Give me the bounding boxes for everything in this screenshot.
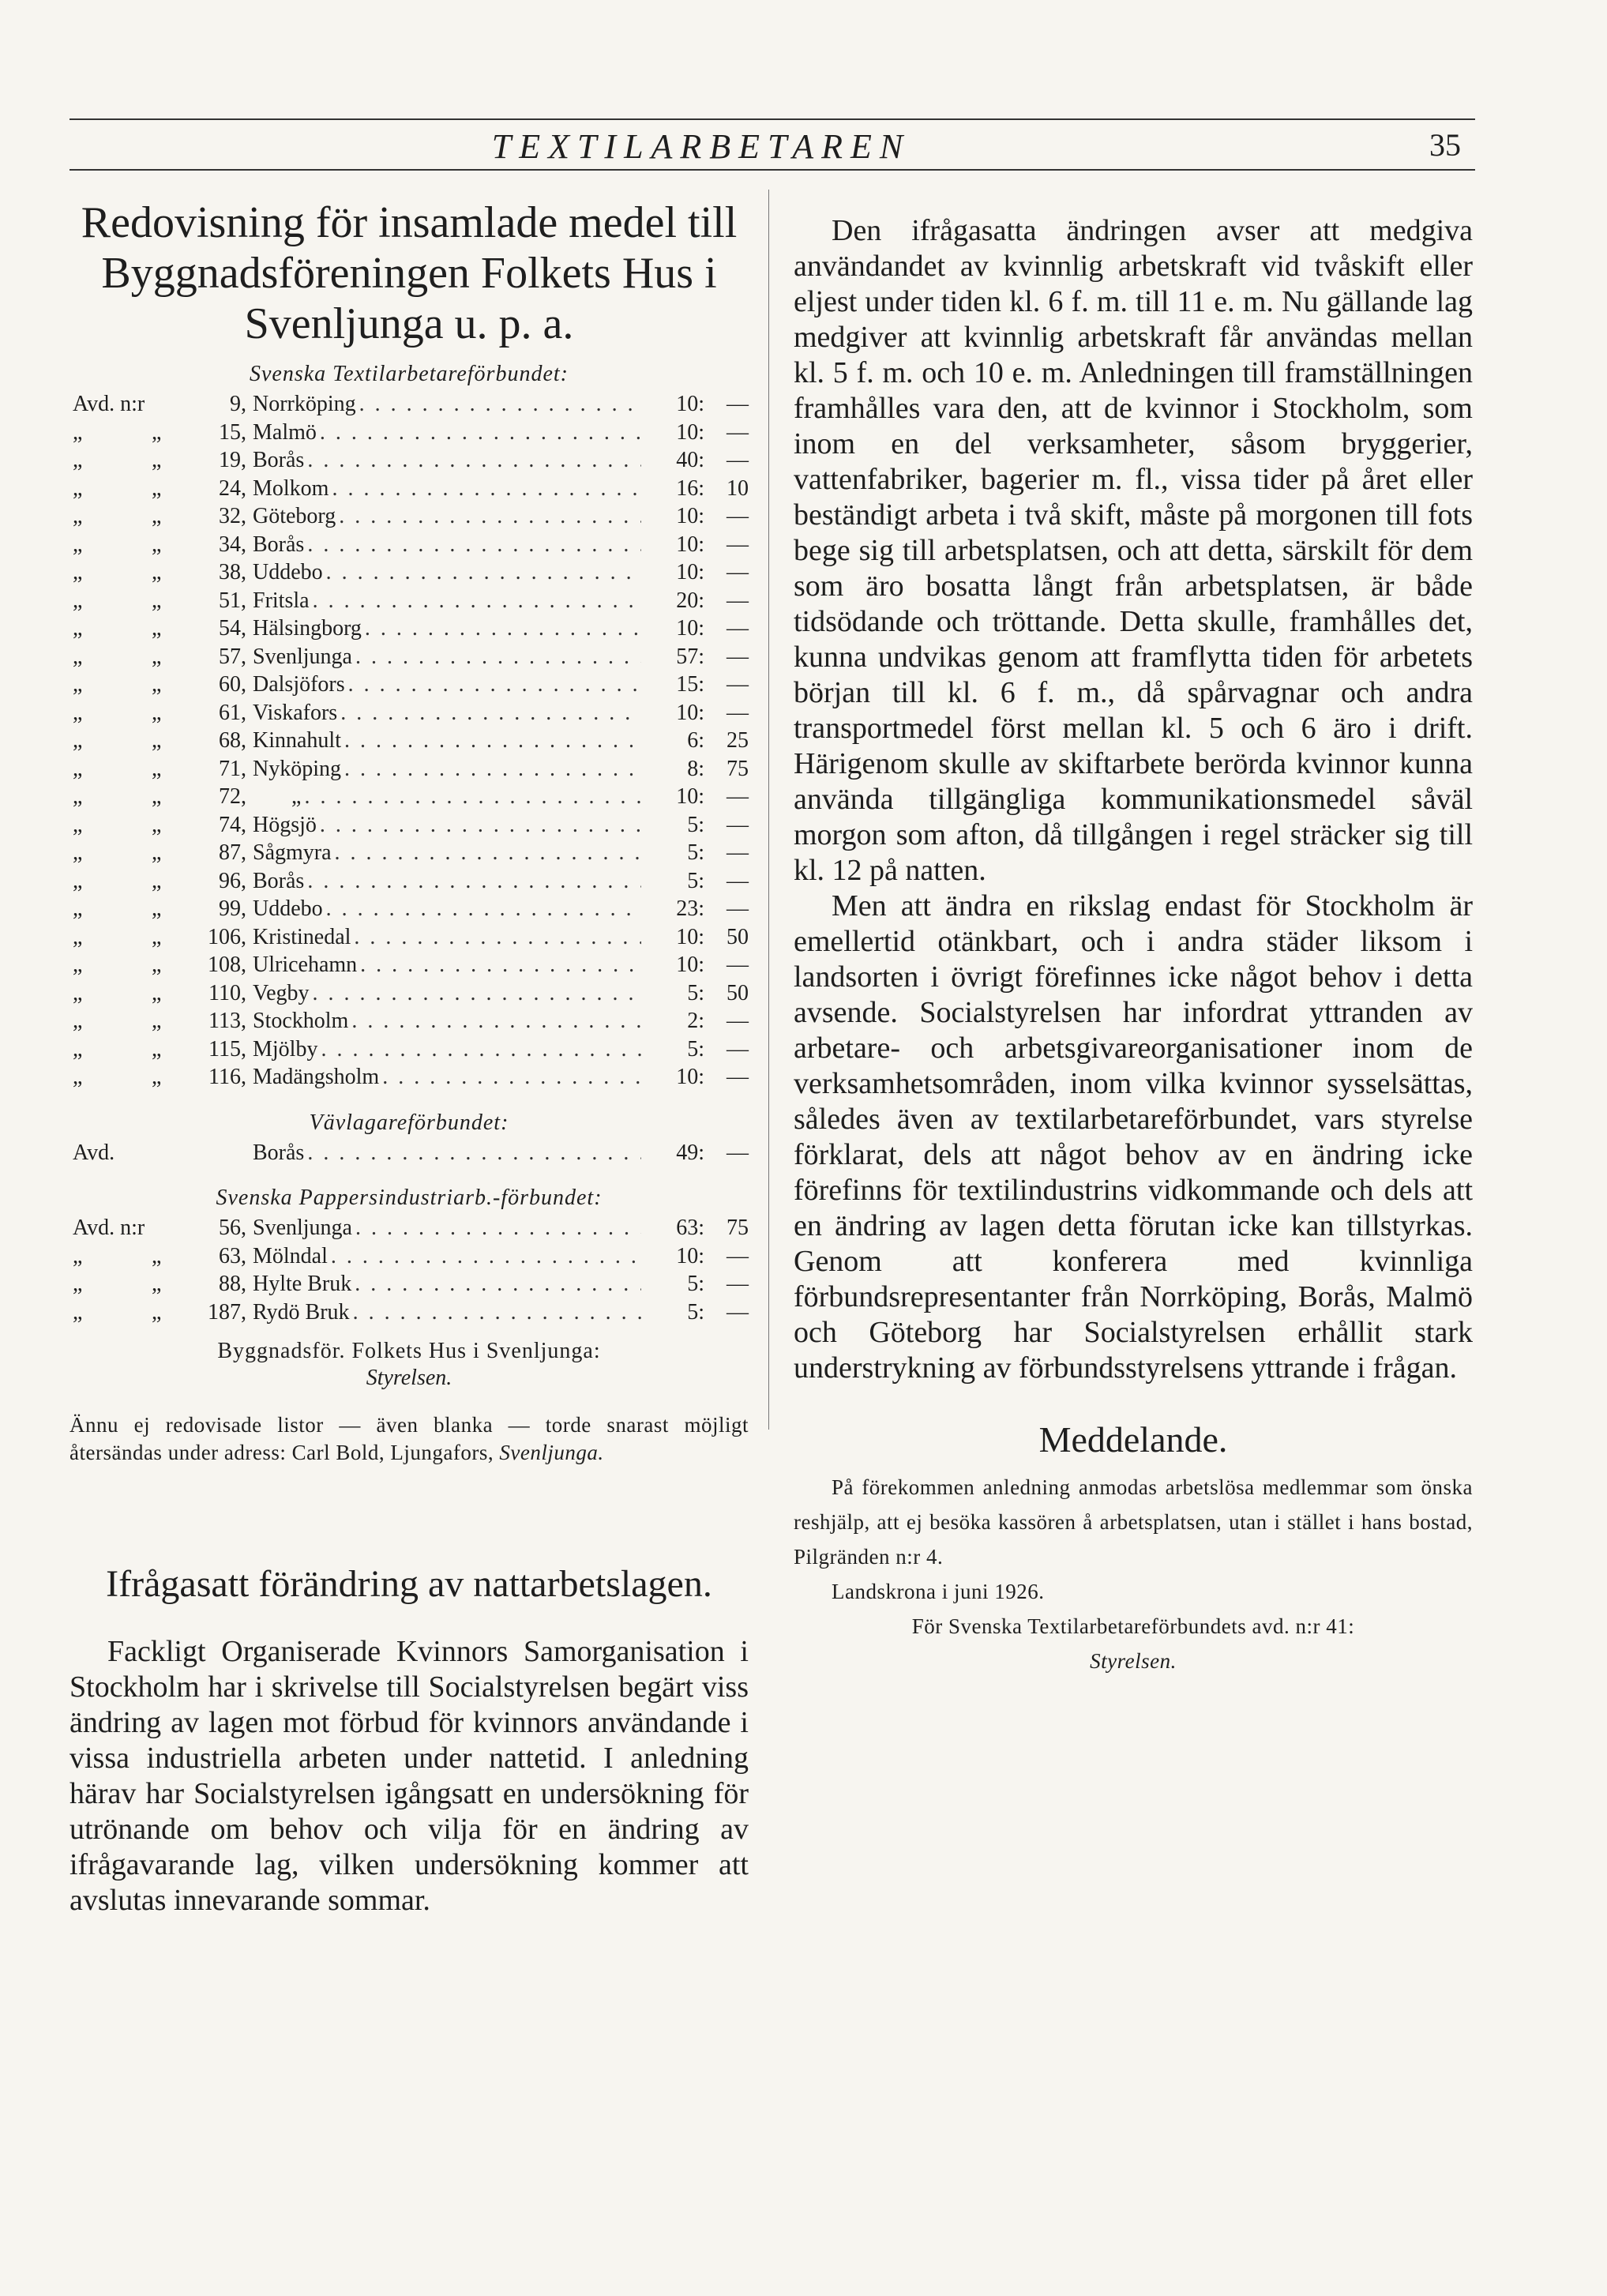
amount-kronor: 5: [687, 980, 704, 1005]
article2-body-right [794, 213, 1473, 1386]
donation-row [69, 1216, 749, 1244]
amount-ore: 10 [727, 475, 749, 501]
avd-number: 187, [208, 1299, 246, 1325]
avd-label: „ [73, 896, 83, 921]
article2-paragraph-3: Men att ändra en rikslag endast för Stockholm är emellertid otänkbart, och i andra städer liksom i landsorten i övrigt förefinnes icke något behov i detta avsende. Socialstyrelsen har infordrat yttranden av arbetare- och arbetsgivareorganisationer inom de verksamhetsområden, inom vilka kvinnor sysselsättas, således även av textilarbetareförbundet, vars styrelse förklarat, dels att något behov av en ändring icke förefinns för textilindustrins vidkommande och dels att en ändring av lagen detta förutan icke kan tillstyrkas. Genom att konferera med kvinnliga förbundsrepresentanter från Norrköping, Borås, Malmö och Göteborg har Socialstyrelsen erhållit stark understrykning av förbundsstyrelsens yttrande i frågan. [794, 889, 1473, 1385]
donation-row [69, 953, 749, 981]
ditto-mark: „ [152, 1243, 162, 1268]
amount-kronor: 10: [676, 924, 704, 949]
avd-label: „ [73, 475, 83, 501]
amount-ore: — [727, 840, 749, 865]
amount-ore: — [727, 896, 749, 921]
amount-kronor: 20: [676, 588, 704, 613]
place-name: Borås [253, 868, 305, 893]
dot-leader [326, 560, 641, 585]
avd-number: 63, [219, 1243, 246, 1268]
article3-text: På förekommen anledning anmodas arbetslösa medlemmar som önska reshjälp, att ej besöka kassören å arbetsplatsen, utan i stället i hans bostad, Pilgränden n:r 4. [794, 1475, 1473, 1569]
place-name: Borås [253, 448, 305, 472]
amount-kronor: 5: [687, 812, 704, 837]
article1-signature-role: Styrelsen. [366, 1366, 452, 1390]
amount-kronor: 16: [676, 475, 704, 501]
column-divider [768, 190, 769, 1430]
amount-ore: — [727, 953, 749, 977]
donation-row [69, 1244, 749, 1272]
avd-number: 24, [219, 475, 246, 501]
place-name: Uddebo [253, 560, 323, 584]
amount-ore: — [727, 392, 749, 416]
place-name-cell [253, 981, 644, 1006]
donation-row [69, 1037, 749, 1065]
ditto-mark: „ [152, 504, 162, 528]
place-name: Viskafors [253, 700, 338, 725]
place-name: Norrköping [253, 392, 356, 416]
amount-ore: — [727, 644, 749, 669]
dot-leader [332, 476, 641, 502]
place-name-cell [253, 672, 644, 697]
avd-number: 32, [219, 504, 246, 528]
dot-leader [307, 532, 641, 558]
article1-note [69, 1411, 749, 1467]
amount-ore: — [727, 1243, 749, 1268]
amount-ore: — [727, 700, 749, 725]
place-name: Nyköping [253, 756, 341, 781]
place-name: Stockholm [253, 1009, 349, 1033]
place-name-cell [253, 616, 644, 641]
avd-number: 115, [208, 1036, 246, 1062]
place-name-cell [253, 392, 644, 417]
amount-kronor: 5: [687, 840, 704, 865]
avd-label: „ [73, 560, 83, 584]
dot-leader [382, 1065, 641, 1090]
place-name: Dalsjöfors [253, 672, 345, 697]
amount-ore: — [727, 1065, 749, 1089]
place-name: Uddebo [253, 896, 323, 921]
avd-number: 87, [219, 840, 246, 865]
avd-number: 96, [219, 868, 246, 893]
place-name-cell [253, 925, 644, 950]
ditto-mark: „ [152, 448, 162, 472]
ditto-mark: „ [152, 924, 162, 949]
avd-number: 71, [219, 756, 246, 781]
avd-number: 38, [219, 560, 246, 584]
amount-ore: — [727, 448, 749, 472]
place-name-cell [253, 1065, 644, 1090]
ditto-mark: „ [152, 812, 162, 837]
article2-paragraph-1: Fackligt Organiserade Kvinnors Samorganisation i Stockholm har i skrivelse till Socialstyrelsen begärt viss ändring av lagen mot förbud för kvinnors användande i vissa industriella arbeten under nattetid. I anledning härav har Socialstyrelsen igångsatt en undersökning för utrönande om behov och vilja för en ändring av ifrågavarande lag, vilken undersökning kommer att avslutas innevarande sommar. [69, 1635, 749, 1917]
place-name: Hälsingborg [253, 616, 362, 641]
place-name-cell [253, 532, 644, 558]
amount-kronor: 49: [676, 1140, 704, 1165]
place-name: Mjölby [253, 1036, 318, 1062]
dot-leader [307, 1140, 641, 1166]
donation-row [69, 560, 749, 588]
amount-ore: 75 [727, 1216, 749, 1240]
amount-ore: — [727, 1299, 749, 1325]
amount-ore: 50 [727, 980, 749, 1005]
amount-ore: — [727, 532, 749, 557]
article3-signature-role: Styrelsen. [1090, 1649, 1177, 1673]
amount-ore: — [727, 1036, 749, 1062]
note-text: Ännu ej redovisade listor — även blanka — torde snarast möjligt återsändas under adress: Carl Bold, Ljungafors, [69, 1413, 749, 1464]
dot-leader [353, 1300, 641, 1325]
section2-heading: Vävlagareförbundet: [309, 1110, 509, 1135]
dot-leader [340, 701, 641, 726]
avd-label: „ [73, 924, 83, 949]
donation-row [69, 672, 749, 701]
donation-row [69, 869, 749, 897]
dot-leader [365, 616, 641, 641]
avd-number: 57, [219, 644, 246, 669]
amount-kronor: 10: [676, 700, 704, 725]
avd-label: „ [73, 644, 83, 669]
place-name-cell [253, 560, 644, 585]
avd-label: „ [73, 1009, 83, 1033]
avd-number: 15, [219, 419, 246, 445]
avd-label: „ [73, 756, 83, 781]
amount-kronor: 23: [676, 896, 704, 921]
donation-list-papper [69, 1216, 749, 1328]
avd-label: „ [73, 700, 83, 725]
amount-kronor: 5: [687, 1036, 704, 1062]
amount-ore: — [727, 1009, 749, 1033]
place-name-cell [253, 1037, 644, 1062]
avd-label: „ [73, 532, 83, 557]
place-name-cell [253, 588, 644, 614]
donation-row [69, 420, 749, 449]
amount-kronor: 5: [687, 868, 704, 893]
avd-number: 68, [219, 728, 246, 753]
avd-number: 99, [219, 896, 246, 921]
donation-row [69, 616, 749, 644]
donation-row [69, 1140, 749, 1169]
amount-ore: — [727, 812, 749, 837]
dot-leader [321, 1037, 641, 1062]
place-name: Högsjö [253, 812, 317, 837]
donation-row [69, 476, 749, 505]
ditto-mark: „ [152, 672, 162, 697]
avd-number: 61, [219, 700, 246, 725]
dot-leader [335, 840, 641, 866]
ditto-mark: „ [152, 756, 162, 781]
donation-row [69, 784, 749, 813]
amount-kronor: 10: [676, 560, 704, 584]
place-name-cell [253, 701, 644, 726]
place-name: Molkom [253, 475, 329, 501]
ditto-mark: „ [152, 868, 162, 893]
place-name: Hylte Bruk [253, 1272, 352, 1296]
amount-kronor: 63: [676, 1216, 704, 1240]
amount-kronor: 10: [676, 616, 704, 641]
donation-row [69, 757, 749, 785]
donation-row [69, 813, 749, 841]
donation-row [69, 392, 749, 420]
ditto-mark: „ [152, 560, 162, 584]
dot-leader [313, 588, 641, 614]
dot-leader [351, 1009, 641, 1034]
donation-row [69, 1272, 749, 1300]
place-name-cell [253, 813, 644, 838]
place-name-cell [253, 784, 644, 810]
ditto-mark: „ [152, 1272, 162, 1296]
donation-row [69, 896, 749, 925]
avd-number: 108, [208, 953, 246, 977]
avd-number: 51, [219, 588, 246, 613]
avd-label: „ [73, 419, 83, 445]
article2-paragraph-2: Den ifrågasatta ändringen avser att medgiva användandet av kvinnlig arbetskraft vid tvåskift eller eljest under tiden kl. 6 f. m. till 11 e. m. Nu gällande lag medgiver att kvinnlig arbetskraft får användas mellan kl. 5 f. m. och 10 e. m. Anledningen till framställningen framhålles vara den, att de kvinnor i Stockholm, som inom en del verksamheter, såsom bryggerier, vattenfabriker, bagerier m. fl., vissa tider på året eller beständigt arbeta i två skift, måste på morgonen till fots bege sig till arbetsplatsen, och att detta, särskilt för dem som äro bosatta långt från arbetsplatsen, är både tidsödande och tröttande. Detta skulle, framhålles det, kunna undvikas genom att framflytta tiden för arbetets början till kl. 6 f. m., då spårvagnar och andra transportmedel först mellan kl. 5 och 6 äro i drift. Härigenom skulle av skiftarbete berörda kvinnor kunna använda tillgängliga kommunikationsmedel såväl morgon som afton, då tillgången i regel sträcker sig till kl. 12 på natten. [794, 214, 1473, 887]
amount-ore: — [727, 1272, 749, 1296]
avd-label: „ [73, 1065, 83, 1089]
ditto-mark: „ [152, 588, 162, 613]
place-name-cell [253, 504, 644, 529]
place-name: Kristinedal [253, 924, 351, 949]
amount-ore: — [727, 560, 749, 584]
place-name: Ulricehamn [253, 953, 358, 977]
avd-number: 72, [219, 784, 246, 809]
dot-leader [339, 504, 641, 529]
dot-leader [307, 869, 641, 894]
dot-leader [344, 728, 641, 753]
avd-label: „ [73, 504, 83, 528]
place-name-cell [253, 448, 644, 473]
avd-number: 34, [219, 532, 246, 557]
amount-kronor: 15: [676, 672, 704, 697]
place-name-cell [253, 1244, 644, 1269]
amount-kronor: 10: [676, 1243, 704, 1268]
amount-kronor: 2: [687, 1009, 704, 1033]
avd-number: 110, [208, 980, 246, 1005]
dot-leader [355, 1272, 641, 1297]
section1-heading: Svenska Textilarbetareförbundet: [250, 362, 569, 386]
amount-ore: — [727, 1140, 749, 1165]
avd-number: 56, [219, 1216, 246, 1240]
donation-list-textil [69, 392, 749, 1093]
article1-signature: Byggnadsför. Folkets Hus i Svenljunga: [217, 1339, 601, 1363]
place-name-cell [253, 644, 644, 670]
left-column [69, 197, 749, 1918]
place-name-cell [253, 896, 644, 922]
ditto-mark: „ [152, 728, 162, 753]
place-name: Svenljunga [253, 644, 352, 669]
dot-leader [355, 644, 641, 670]
avd-label: „ [73, 784, 83, 809]
donation-row [69, 448, 749, 476]
avd-label: „ [73, 1243, 83, 1268]
place-name-cell [253, 1140, 644, 1166]
header-rule-bottom [69, 169, 1475, 171]
dot-leader [313, 981, 641, 1006]
avd-label: Avd. n:r [73, 392, 145, 416]
ditto-mark: „ [152, 1036, 162, 1062]
amount-kronor: 10: [676, 1065, 704, 1089]
avd-label: Avd. [73, 1140, 115, 1165]
ditto-mark: „ [152, 700, 162, 725]
amount-ore: 50 [727, 924, 749, 949]
article3-body [794, 1470, 1473, 1678]
place-name-cell [253, 476, 644, 502]
donation-row [69, 728, 749, 757]
avd-number: 88, [219, 1272, 246, 1296]
header-rule-top [69, 118, 1475, 120]
avd-number: 60, [219, 672, 246, 697]
avd-number: 106, [208, 924, 246, 949]
amount-kronor: 57: [676, 644, 704, 669]
donation-row [69, 532, 749, 561]
right-column [794, 197, 1473, 1678]
place-name: Mölndal [253, 1243, 328, 1268]
avd-number: 9, [230, 392, 246, 416]
place-name-cell [253, 1272, 644, 1297]
donation-row [69, 701, 749, 729]
place-name: Rydö Bruk [253, 1299, 350, 1325]
amount-kronor: 10: [676, 419, 704, 445]
dot-leader [348, 672, 641, 697]
amount-ore: — [727, 784, 749, 809]
donation-row [69, 644, 749, 673]
amount-kronor: 8: [687, 756, 704, 781]
avd-label: „ [73, 1272, 83, 1296]
article3-signed-by: För Svenska Textilarbetareförbundets avd. n:r 41: [911, 1614, 1355, 1638]
donation-row [69, 925, 749, 953]
avd-label: „ [73, 588, 83, 613]
place-name: Vegby [253, 980, 310, 1005]
ditto-mark: „ [152, 475, 162, 501]
avd-label: „ [73, 448, 83, 472]
journal-title: TEXTILARBETAREN [491, 127, 911, 166]
dot-leader [304, 784, 641, 810]
place-name-cell [253, 1009, 644, 1034]
avd-label: „ [73, 868, 83, 893]
donation-row [69, 1300, 749, 1328]
place-name-cell [253, 757, 644, 782]
ditto-mark: „ [152, 1009, 162, 1033]
donation-row [69, 840, 749, 869]
dot-leader [355, 1216, 641, 1241]
avd-label: „ [73, 812, 83, 837]
ditto-mark: „ [152, 840, 162, 865]
donation-row [69, 588, 749, 617]
place-name: Madängsholm [253, 1065, 380, 1089]
article2-title: Ifrågasatt förändring av nattarbetslagen. [106, 1563, 712, 1605]
ditto-mark: „ [152, 1299, 162, 1325]
dot-leader [320, 420, 641, 445]
avd-label: „ [73, 953, 83, 977]
amount-kronor: 5: [687, 1272, 704, 1296]
place-name-cell [253, 953, 644, 978]
article2-body-left [69, 1634, 749, 1918]
dot-leader [331, 1244, 641, 1269]
place-name-cell [253, 1216, 644, 1241]
place-name: Sågmyra [253, 840, 332, 865]
avd-number: 19, [219, 448, 246, 472]
article3-place-date: Landskrona i juni 1926. [832, 1580, 1045, 1603]
place-name-cell [253, 420, 644, 445]
amount-ore: 25 [727, 728, 749, 753]
amount-ore: — [727, 672, 749, 697]
place-name-cell [253, 869, 644, 894]
ditto-mark: „ [152, 419, 162, 445]
place-name-cell [253, 1300, 644, 1325]
amount-ore: — [727, 588, 749, 613]
ditto-mark: „ [152, 532, 162, 557]
avd-number: 113, [208, 1009, 246, 1033]
dot-leader [326, 896, 641, 922]
amount-ore: — [727, 419, 749, 445]
amount-kronor: 10: [676, 532, 704, 557]
dot-leader [320, 813, 641, 838]
ditto-mark: „ [152, 644, 162, 669]
dot-leader [359, 392, 641, 417]
place-name: Malmö [253, 419, 317, 445]
donation-list-vavlagare [69, 1140, 749, 1169]
donation-row [69, 981, 749, 1009]
place-name: Svenljunga [253, 1216, 352, 1240]
donation-row [69, 1009, 749, 1037]
avd-label: „ [73, 616, 83, 641]
amount-kronor: 5: [687, 1299, 704, 1325]
amount-kronor: 10: [676, 504, 704, 528]
donation-row [69, 1065, 749, 1093]
avd-label: Avd. n:r [73, 1216, 145, 1240]
amount-kronor: 10: [676, 784, 704, 809]
avd-label: „ [73, 840, 83, 865]
ditto-mark: „ [152, 616, 162, 641]
donation-row [69, 504, 749, 532]
amount-kronor: 6: [687, 728, 704, 753]
amount-kronor: 10: [676, 392, 704, 416]
place-name: Borås [253, 532, 305, 557]
place-name: Borås [253, 1140, 305, 1165]
place-name: Göteborg [253, 504, 336, 528]
avd-number: 116, [208, 1065, 246, 1089]
article3-title: Meddelande. [1038, 1419, 1228, 1460]
avd-label: „ [73, 1036, 83, 1062]
avd-label: „ [73, 672, 83, 697]
ditto-mark: „ [152, 980, 162, 1005]
section3-heading: Svenska Pappersindustriarb.-förbundet: [216, 1186, 603, 1210]
place-name-cell [253, 840, 644, 866]
ditto-mark: „ [152, 1065, 162, 1089]
place-name: Fritsla [253, 588, 310, 613]
dot-leader [344, 757, 641, 782]
avd-number: 54, [219, 616, 246, 641]
dot-leader [360, 953, 641, 978]
amount-kronor: 40: [676, 448, 704, 472]
amount-kronor: 10: [676, 953, 704, 977]
dot-leader [307, 448, 641, 473]
place-name-cell [253, 728, 644, 753]
article1-title: Redovisning för insamlade medel till Byggnadsföreningen Folkets Hus i Svenljunga u. p. a. [81, 198, 738, 348]
avd-label: „ [73, 728, 83, 753]
avd-number: 74, [219, 812, 246, 837]
ditto-mark: „ [152, 953, 162, 977]
avd-label: „ [73, 980, 83, 1005]
avd-label: „ [73, 1299, 83, 1325]
note-place: Svenljunga. [499, 1441, 604, 1464]
place-name: Kinnahult [253, 728, 341, 753]
ditto-mark: „ [152, 896, 162, 921]
place-name: „ [253, 784, 302, 809]
amount-ore: 75 [727, 756, 749, 781]
page-number: 35 [1429, 127, 1461, 163]
amount-ore: — [727, 616, 749, 641]
amount-ore: — [727, 504, 749, 528]
ditto-mark: „ [152, 784, 162, 809]
amount-ore: — [727, 868, 749, 893]
dot-leader [354, 925, 641, 950]
